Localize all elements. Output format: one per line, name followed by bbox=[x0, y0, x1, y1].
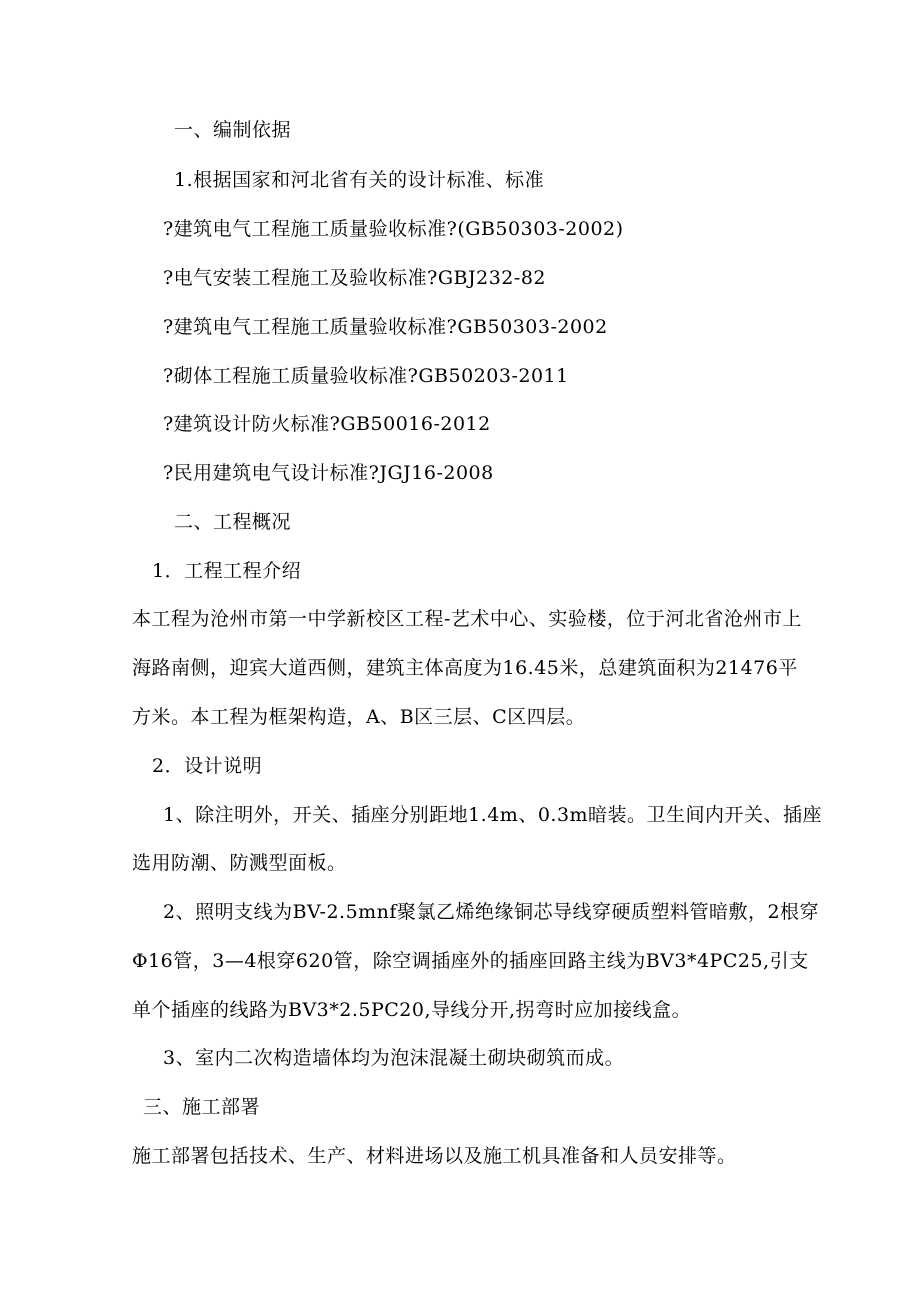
section-3-text: 施工部署包括技术、生产、材料进场以及施工机具准备和人员安排等。 bbox=[132, 1145, 737, 1167]
project-intro-line: 本工程为沧州市第一中学新校区工程-艺术中心、实验楼，位于河北省沧州市上 bbox=[132, 608, 802, 630]
design-note-2-line: Φ16管，3—4根穿620管，除空调插座外的插座回路主线为BV3*4PC25,引支 bbox=[132, 950, 809, 972]
design-note-2-line: 单个插座的线路为BV3*2.5PC20,导线分开,拐弯时应加接线盒。 bbox=[132, 999, 692, 1021]
design-note-3: 3、室内二次构造墙体均为泡沫混凝土砌块砌筑而成。 bbox=[163, 1047, 625, 1069]
section-2-heading: 二、工程概况 bbox=[174, 511, 292, 533]
standard-item: ?电气安装工程施工及验收标准?GBJ232-82 bbox=[163, 267, 546, 289]
design-note-1-line: 1、除注明外，开关、插座分别距地1.4m、0.3m暗装。卫生间内开关、插座 bbox=[163, 804, 823, 826]
standard-item: ?建筑电气工程施工质量验收标准?(GB50303-2002) bbox=[163, 218, 624, 240]
project-intro-line: 海路南侧，迎宾大道西侧，建筑主体高度为16.45米，总建筑面积为21476平 bbox=[132, 657, 798, 679]
design-note-2-line: 2、照明支线为BV-2.5mnf聚氯乙烯绝缘铜芯导线穿硬质塑料管暗敷，2根穿 bbox=[163, 901, 820, 923]
section-2-item-2: 2．设计说明 bbox=[152, 755, 263, 777]
section-2-item-1: 1．工程工程介绍 bbox=[152, 560, 302, 582]
standard-item: ?建筑电气工程施工质量验收标准?GB50303-2002 bbox=[163, 316, 608, 338]
section-3-heading: 三、施工部署 bbox=[143, 1096, 261, 1118]
project-intro-line: 方米。本工程为框架构造，A、B区三层、C区四层。 bbox=[132, 706, 586, 728]
design-note-1-line: 选用防潮、防溅型面板。 bbox=[132, 852, 347, 874]
standard-item: ?民用建筑电气设计标准?JGJ16-2008 bbox=[163, 462, 494, 484]
standard-item: ?建筑设计防火标准?GB50016-2012 bbox=[163, 413, 491, 435]
standard-item: ?砌体工程施工质量验收标准?GB50203-2011 bbox=[163, 365, 569, 387]
section-1-heading: 一、编制依据 bbox=[174, 119, 292, 141]
section-1-item-1: 1.根据国家和河北省有关的设计标准、标准 bbox=[174, 169, 545, 191]
